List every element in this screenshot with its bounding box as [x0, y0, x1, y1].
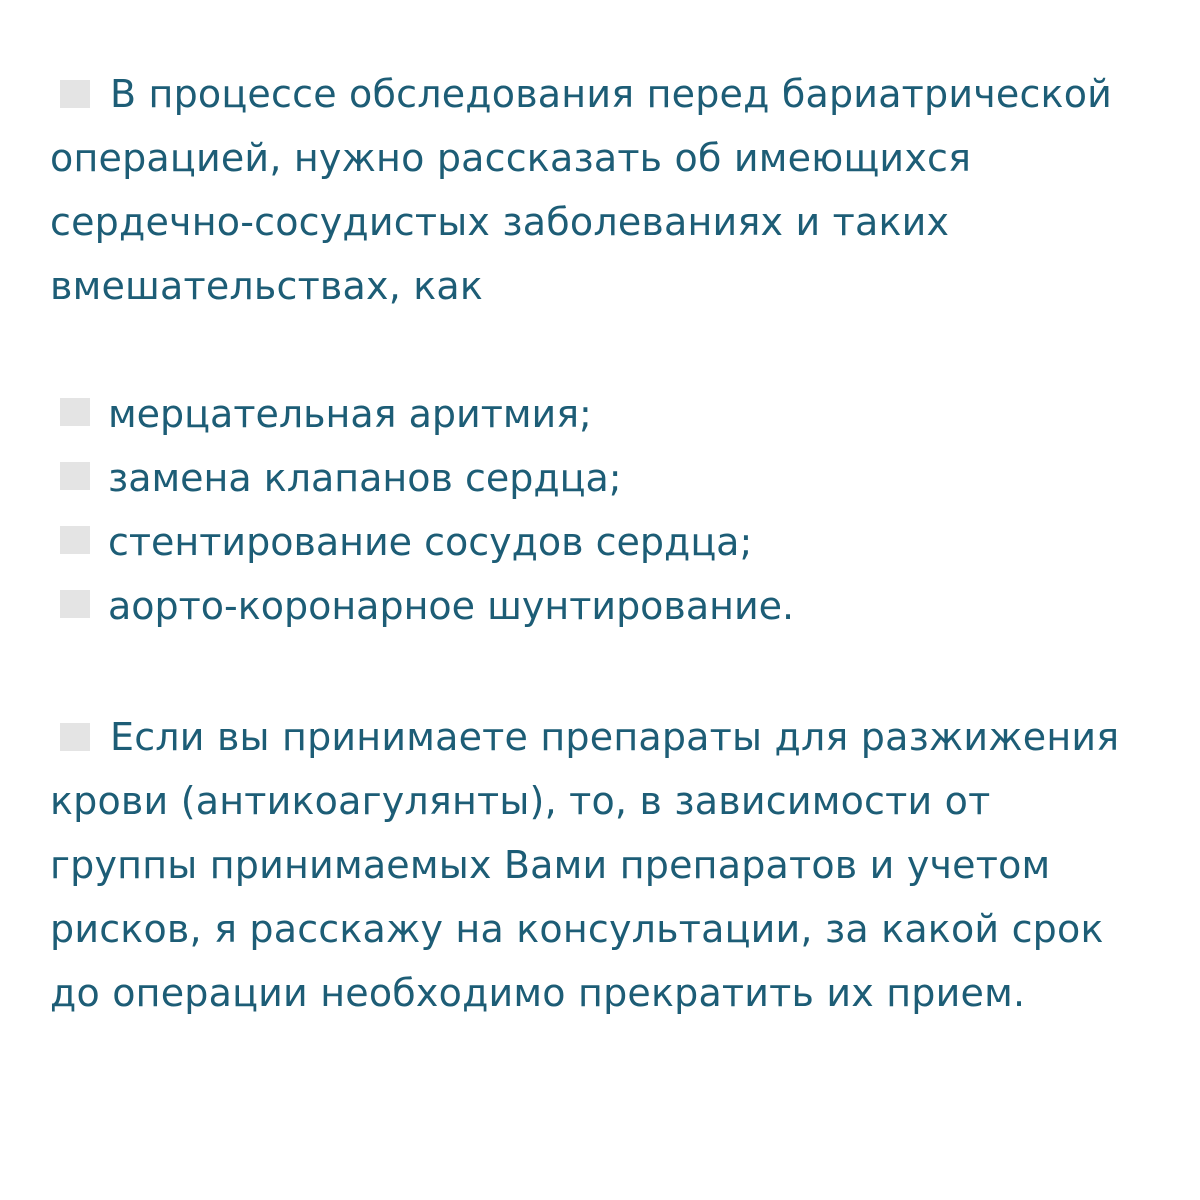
square-bullet-icon	[60, 398, 90, 426]
intro-paragraph	[50, 62, 1150, 318]
list-item-text: стентирование сосудов сердца;	[108, 520, 753, 564]
square-bullet-icon	[60, 462, 90, 490]
list-item	[60, 574, 794, 638]
list-item-text: аорто-коронарное шунтирование.	[108, 584, 795, 628]
list-item	[60, 446, 794, 510]
square-bullet-icon	[60, 526, 90, 554]
outro-paragraph	[50, 705, 1150, 1025]
outro-text: Если вы принимаете препараты для разжижения крови (антикоагулянты), то, в зависимости от группы принимаемых Вами препаратов и учетом рисков, я расскажу на консультации, за какой срок до операции необходимо прекратить их прием.	[50, 715, 1120, 1015]
intervention-list	[60, 382, 794, 638]
square-bullet-icon	[60, 723, 90, 751]
list-item-text: замена клапанов сердца;	[108, 456, 622, 500]
square-bullet-icon	[60, 590, 90, 618]
list-item-text: мерцательная аритмия;	[108, 392, 592, 436]
square-bullet-icon	[60, 80, 90, 108]
list-item	[60, 510, 794, 574]
intro-text: В процессе обследования перед бариатрической операцией, нужно рассказать об имеющихся сердечно-сосудистых заболеваниях и таких вмешательствах, как	[50, 72, 1113, 308]
list-item	[60, 382, 794, 446]
